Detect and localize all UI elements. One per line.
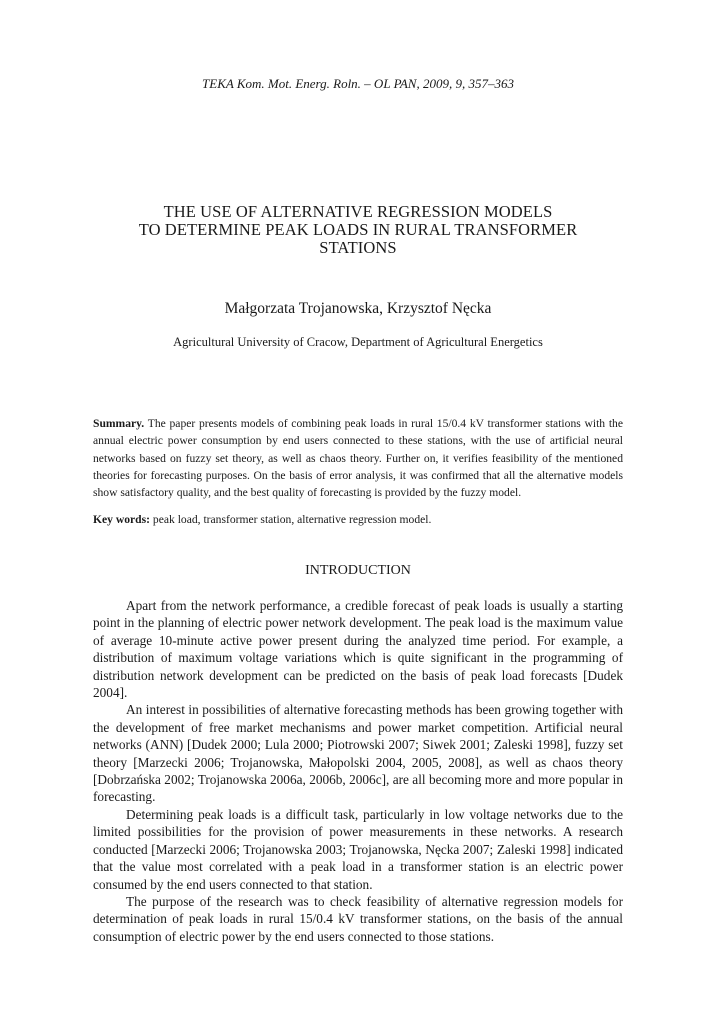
paragraph: Determining peak loads is a difficult task, particularly in low voltage networks due to the limited possibilities for the provision of power measurements in these networks. A research conducted [Marzecki 2006; Trojanowska 2003; Trojanowska, Nęcka 2007; Zaleski 1998] indicated that the value most correlated with a peak load in a transformer station is an electric power consumed by the end users connected to that station. xyxy=(93,806,623,892)
authors: Małgorzata Trojanowska, Krzysztof Nęcka xyxy=(224,300,492,317)
title-line: STATIONS xyxy=(319,238,397,257)
summary-text: The paper presents models of combining peak loads in rural 15/0.4 kV transformer stations with the annual electric power consumption by end users connected to these stations, with the use of artificial neural networks based on fuzzy set theory, as well as chaos theory. Further on, it verifies feasibility of the mentioned theories for forecasting purposes. On the basis of error analysis, it was confirmed that all the alternative models show satisfactory quality, and the best quality of forecasting is provided by the fuzzy model. xyxy=(93,417,623,500)
affiliation: Agricultural University of Cracow, Department of Agricultural Energetics xyxy=(173,335,543,349)
keywords xyxy=(93,513,623,526)
section-heading-introduction: INTRODUCTION xyxy=(305,563,411,578)
journal-header: TEKA Kom. Mot. Energ. Roln. – OL PAN, 2009, 9, 357–363 xyxy=(202,76,514,91)
introduction-body xyxy=(93,597,623,945)
keywords-text: peak load, transformer station, alternative regression model. xyxy=(152,513,432,526)
summary-label: Summary. xyxy=(93,417,145,430)
summary xyxy=(93,415,623,501)
keywords-label: Key words: xyxy=(93,513,150,526)
title-line: TO DETERMINE PEAK LOADS IN RURAL TRANSFORMER xyxy=(138,220,578,239)
paragraph: Apart from the network performance, a credible forecast of peak loads is usually a starting point in the planning of electric power network development. The peak load is the maximum value of average 10-minute active power present during the analyzed time period. For example, a distribution of maximum voltage variations which is quite significant in the programming of distribution network development can be predicted on the basis of peak load forecasts [Dudek 2004]. xyxy=(93,598,623,701)
paragraph: The purpose of the research was to check feasibility of alternative regression models for determination of peak loads in rural 15/0.4 kV transformer stations, on the basis of the annual consumption of electric power by the end users connected to those stations. xyxy=(93,893,623,944)
paragraph: An interest in possibilities of alternative forecasting methods has been growing together with the development of free market mechanisms and power market competition. Artificial neural networks (ANN) [Dudek 2000; Lula 2000; Piotrowski 2007; Siwek 2001; Zaleski 1998], fuzzy set theory [Marzecki 2006; Trojanowska, Małopolski 2004, 2005, 2008], as well as chaos theory [Dobrzańska 2002; Trojanowska 2006a, 2006b, 2006c], are all becoming more and more popular in forecasting. xyxy=(93,702,623,805)
paper-title xyxy=(80,203,636,257)
title-line: THE USE OF ALTERNATIVE REGRESSION MODELS xyxy=(163,202,553,221)
